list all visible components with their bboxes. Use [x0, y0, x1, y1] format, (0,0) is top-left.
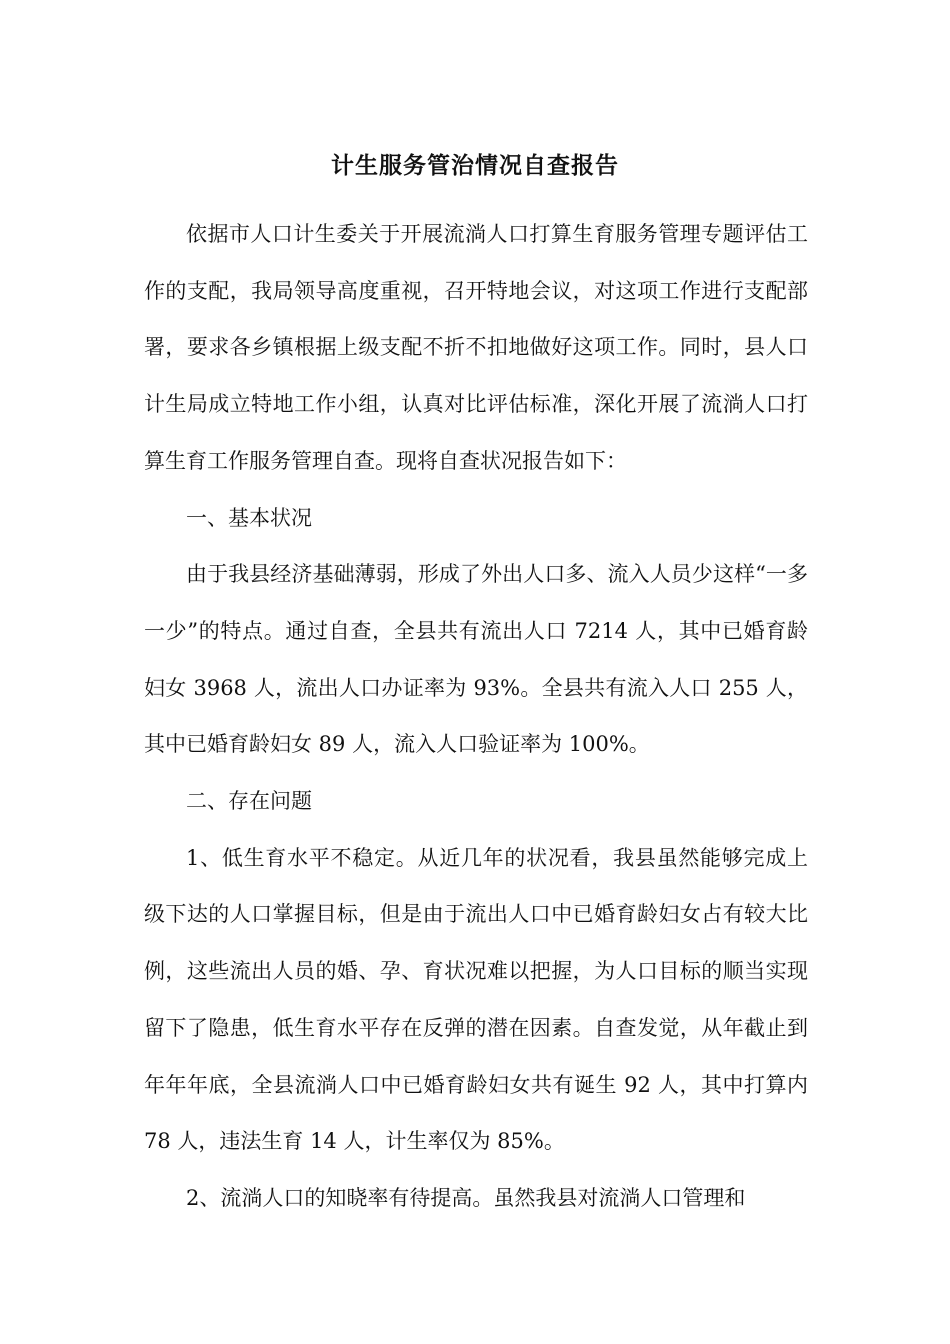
paragraph-problem-1: 1、低生育水平不稳定。从近几年的状况看，我县虽然能够完成上级下达的人口掌握目标，但是由于流出人口中已婚育龄妇女占有较大比例，这些流出人员的婚、孕、育状况难以把握，为人口目标的顺当实现留下了隐患，低生育水平存在反弹的潜在因素。自查发觉，从年截止到年年年底，全县流淌人口中已婚育龄妇女共有诞生 92 人，其中打算内 78 人，违法生育 14 人，计生率仅为 85%。: [144, 845, 808, 1154]
paragraph-intro: 依据市人口计生委关于开展流淌人口打算生育服务管理专题评估工作的支配，我局领导高度重视，召开特地会议，对这项工作进行支配部署，要求各乡镇根据上级支配不折不扣地做好这项工作。同时，县人口计生局成立特地工作小组，认真对比评估标准，深化开展了流淌人口打算生育工作服务管理自查。现将自查状况报告如下：: [144, 222, 808, 473]
document-title: 计生服务管治情况自查报告: [331, 153, 619, 180]
section-heading-problems: 二、存在问题: [186, 789, 312, 814]
paragraph-basic-situation: 由于我县经济基础薄弱，形成了外出人口多、流入人员少这样“一多一少”的特点。通过自查，全县共有流出人口 7214 人，其中已婚育龄妇女 3968 人，流出人口办证率为 93%。全县共有流入人口 255 人，其中已婚育龄妇女 89 人，流入人口验证率为 100%。: [144, 562, 808, 757]
section-heading-basic-situation: 一、基本状况: [186, 505, 312, 530]
document-body: [144, 206, 808, 1227]
paragraph-problem-2: 2、流淌人口的知晓率有待提高。虽然我县对流淌人口管理和: [186, 1185, 746, 1210]
